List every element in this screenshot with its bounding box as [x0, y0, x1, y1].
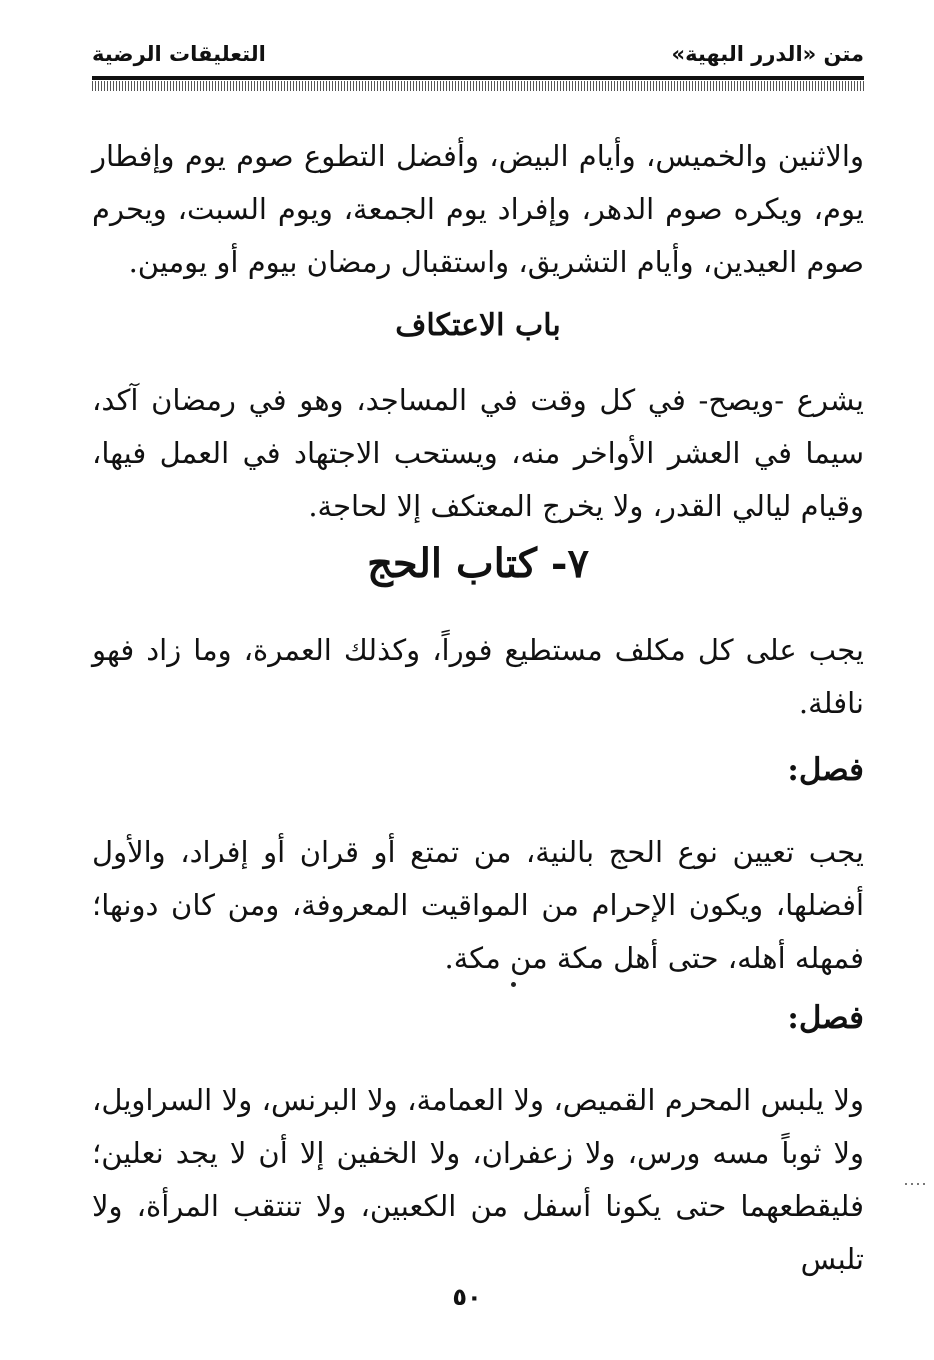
- section-label-1: فصل:: [787, 752, 864, 788]
- fasting-paragraph: والاثنين والخميس، وأيام البيض، وأفضل التطوع صوم يوم وإفطار يوم، ويكره صوم الدهر، وإفراد يوم الجمعة، ويوم السبت، ويحرم صوم العيدين، وأيام التشريق، واستقبال رمضان بيوم أو يومين.: [92, 139, 864, 279]
- itikaf-paragraph: يشرع -ويصح- في كل وقت في المساجد، وهو في رمضان آكد، سيما في العشر الأواخر منه، ويستحب الاجتهاد في العمل فيها، وقيام ليالي القدر، ولا يخرج المعتكف إلا لحاجة.: [92, 383, 864, 523]
- page-number: ٥٠: [452, 1283, 482, 1311]
- stray-mark: [511, 982, 516, 987]
- hajj-paragraph: يجب على كل مكلف مستطيع فوراً، وكذلك العمرة، وما زاد فهو نافلة.: [92, 633, 864, 720]
- header-book-title: متن «الدرر البهية»: [671, 42, 864, 66]
- header-commentary-title: التعليقات الرضية: [92, 42, 266, 66]
- clothing-paragraph: ولا يلبس المحرم القميص، ولا العمامة، ولا البرنس، ولا السراويل، ولا ثوباً مسه ورس، ولا زعفران، ولا الخفين إلا أن لا يجد نعلين؛ فليقطعهما حتى يكونا أسفل من الكعبين، ولا تنتقب المرأة، ولا تلبس: [92, 1083, 864, 1276]
- ihram-paragraph: يجب تعيين نوع الحج بالنية، من تمتع أو قران أو إفراد، والأول أفضلها، ويكون الإحرام من المواقيت المعروفة، ومن كان دونها؛ فمهله أهله، حتى أهل مكة من مكة.: [92, 835, 864, 975]
- section-label-2: فصل:: [787, 1000, 864, 1036]
- header-rule: [92, 76, 864, 80]
- margin-dots: [905, 1183, 929, 1185]
- hajj-book-heading: ٧- كتاب الحج: [367, 540, 589, 587]
- header-hatch-rule: [92, 81, 864, 91]
- running-header: [92, 38, 864, 74]
- itikaf-heading: باب الاعتكاف: [395, 308, 561, 343]
